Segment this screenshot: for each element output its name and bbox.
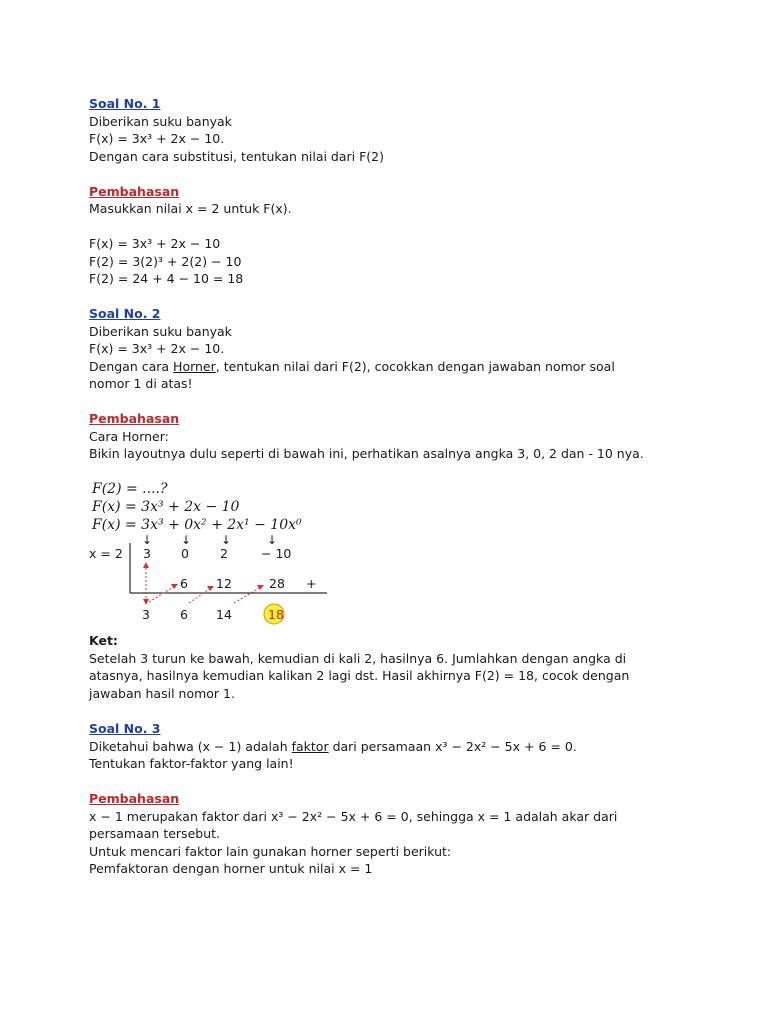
soal1-line-1: Diberikan suku banyak: [89, 113, 232, 129]
soal2-line-2: F(x) = 3x³ + 2x − 10.: [89, 341, 225, 356]
pembahasan1-line-5: F(2) = 24 + 4 − 10 = 18: [89, 271, 244, 286]
row1-cell: 3: [143, 546, 151, 561]
pembahasan3-line-4: Pemfaktoran dengan horner untuk nilai x = 1: [89, 861, 373, 876]
row3-cell: 14: [216, 607, 232, 622]
soal2-line-4: nomor 1 di atas!: [89, 376, 193, 391]
arrow-head-icon: [257, 585, 264, 590]
row1-cell: 0: [181, 546, 189, 561]
soal2-line-3-pre: Dengan cara: [89, 358, 174, 374]
pembahasan2-title: Pembahasan: [89, 411, 180, 426]
horner-link[interactable]: Horner: [173, 358, 216, 374]
diagonal-arrow-icon: [234, 587, 261, 603]
soal3-section: [89, 720, 689, 878]
pembahasan1-title: Pembahasan: [89, 183, 180, 199]
document-top: [89, 95, 689, 463]
arrow-down-icon: ↓: [142, 533, 153, 547]
row2-cell: 12: [216, 576, 232, 591]
ket-section: [89, 632, 689, 702]
row1-cell: 2: [220, 546, 228, 561]
ket-line-3: jawaban hasil nomor 1.: [89, 685, 235, 701]
soal2-title: Soal No. 2: [89, 306, 161, 321]
arrow-head-icon: [207, 586, 214, 591]
equation-1: F(2) = ....?: [92, 481, 168, 497]
ket-line-1: Setelah 3 turun ke bawah, kemudian di kali 2, hasilnya 6. Jumlahkan dengan angka di: [89, 650, 627, 666]
arrow-head-icon: [171, 584, 178, 589]
row3-cell: 6: [180, 607, 188, 622]
pembahasan2-line-1: Cara Horner:: [89, 428, 169, 444]
soal2-line-1: Diberikan suku banyak: [89, 323, 232, 339]
soal1-line-3: Dengan cara substitusi, tentukan nilai dari F(2): [89, 148, 385, 164]
pembahasan3-line-2: persamaan tersebut.: [89, 826, 220, 841]
horner-lines: [89, 478, 349, 628]
pembahasan3-line-1: x − 1 merupakan faktor dari x³ − 2x² − 5x + 6 = 0, sehingga x = 1 adalah akar dari: [89, 808, 618, 824]
equation-2: F(x) = 3x³ + 2x − 10: [92, 499, 240, 515]
pembahasan1-line-3: F(x) = 3x³ + 2x − 10: [89, 236, 221, 251]
plus-sign: +: [306, 576, 317, 591]
arrow-down-icon: ↓: [221, 533, 232, 547]
ket-line-2: atasnya, hasilnya kemudian kalikan 2 lagi dst. Hasil akhirnya F(2) = 18, cocok dengan: [89, 668, 630, 683]
pembahasan2-line-2: Bikin layoutnya dulu seperti di bawah ini, perhatikan asalnya angka 3, 0, 2 dan - 10 nya.: [89, 446, 644, 461]
soal3-line-1-pre: Diketahui bahwa (x − 1) adalah: [89, 738, 292, 754]
ket-title: Ket:: [89, 633, 118, 648]
soal3-line-1-post: dari persamaan x³ − 2x² − 5x + 6 = 0.: [328, 738, 577, 754]
row2-cell: 28: [269, 576, 285, 591]
result-cell: 18: [268, 607, 284, 622]
pembahasan1-line-1: Masukkan nilai x = 2 untuk F(x).: [89, 201, 292, 216]
soal1-title: Soal No. 1: [89, 96, 161, 111]
diagonal-arrow-icon: [189, 588, 211, 603]
pembahasan1-line-4: F(2) = 3(2)³ + 2(2) − 10: [89, 253, 242, 269]
soal3-line-2: Tentukan faktor-faktor yang lain!: [89, 756, 294, 771]
row3-cell: 3: [142, 607, 150, 622]
equation-3: F(x) = 3x³ + 0x² + 2x¹ − 10x⁰: [92, 517, 302, 533]
x-label: x = 2: [89, 546, 123, 561]
pembahasan3-line-3: Untuk mencari faktor lain gunakan horner seperti berikut:: [89, 843, 452, 859]
pembahasan3-title: Pembahasan: [89, 791, 180, 806]
soal3-title: Soal No. 3: [89, 721, 161, 736]
soal3-line-1: [89, 738, 689, 756]
pembahasan1-line-2: [89, 218, 689, 236]
arrow-down-icon: ↓: [181, 533, 192, 547]
faktor-link[interactable]: faktor: [291, 738, 329, 754]
arrow-down-icon: ↓: [267, 533, 278, 547]
arrow-head-icon: [143, 599, 149, 605]
soal2-line-3-post: , tentukan nilai dari F(2), cocokkan dengan jawaban nomor soal: [215, 358, 615, 374]
horner-diagram: [89, 478, 349, 628]
row1-cell: − 10: [261, 546, 292, 561]
row2-cell: 6: [180, 576, 188, 591]
soal2-line-3: [89, 358, 689, 376]
soal1-line-2: F(x) = 3x³ + 2x − 10.: [89, 131, 225, 146]
diagonal-arrow-icon: [149, 586, 175, 602]
arrow-head-icon: [143, 562, 149, 568]
